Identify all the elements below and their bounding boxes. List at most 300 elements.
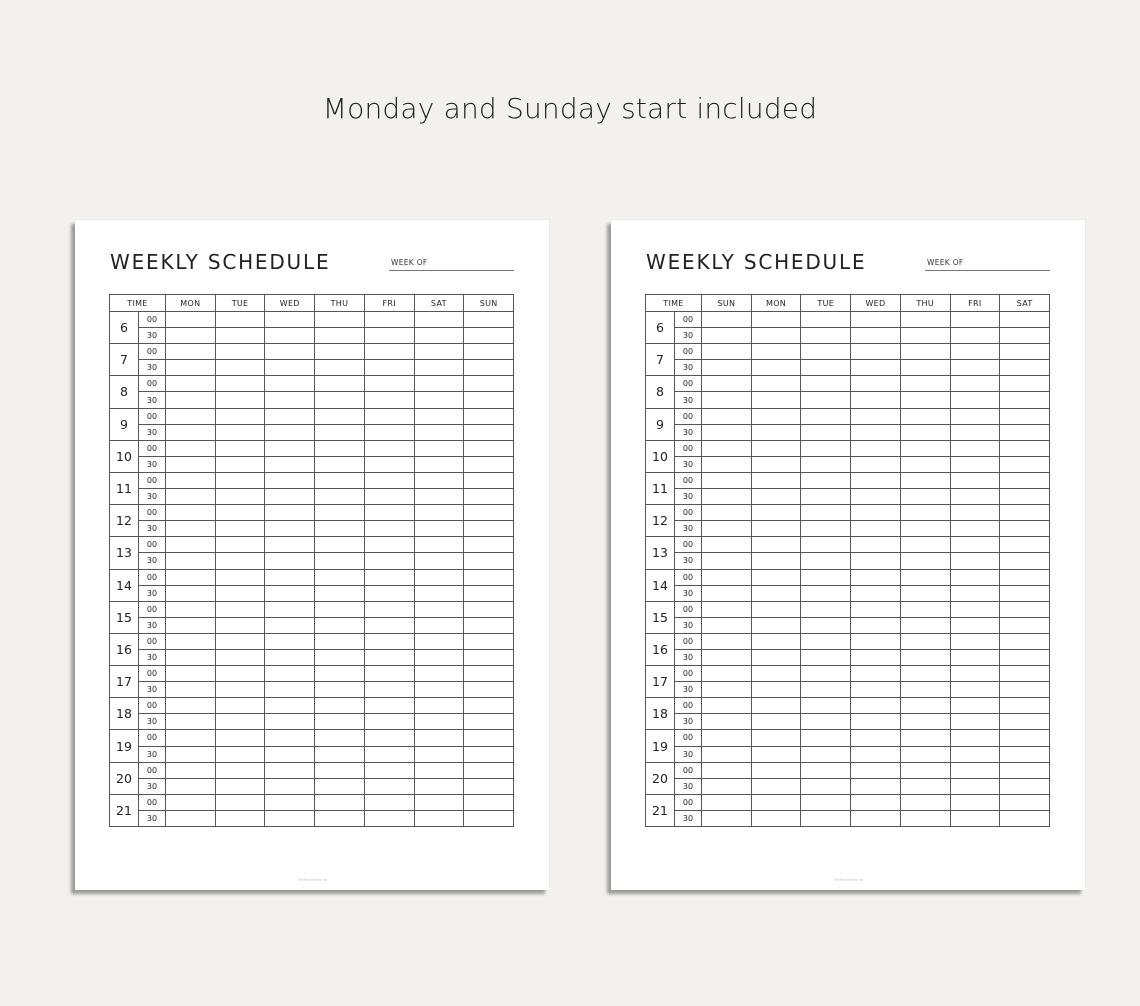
schedule-cell[interactable] xyxy=(851,312,901,328)
schedule-cell[interactable] xyxy=(315,521,365,537)
schedule-cell[interactable] xyxy=(950,553,1000,569)
schedule-cell[interactable] xyxy=(364,440,414,456)
schedule-cell[interactable] xyxy=(166,312,216,328)
schedule-cell[interactable] xyxy=(166,601,216,617)
schedule-cell[interactable] xyxy=(315,456,365,472)
schedule-cell[interactable] xyxy=(1000,585,1050,601)
schedule-cell[interactable] xyxy=(364,344,414,360)
schedule-cell[interactable] xyxy=(215,553,265,569)
schedule-cell[interactable] xyxy=(950,360,1000,376)
schedule-cell[interactable] xyxy=(464,633,514,649)
schedule-cell[interactable] xyxy=(950,376,1000,392)
schedule-cell[interactable] xyxy=(414,601,464,617)
schedule-cell[interactable] xyxy=(851,698,901,714)
schedule-cell[interactable] xyxy=(464,505,514,521)
schedule-cell[interactable] xyxy=(414,746,464,762)
schedule-cell[interactable] xyxy=(702,633,752,649)
schedule-cell[interactable] xyxy=(851,666,901,682)
schedule-cell[interactable] xyxy=(464,682,514,698)
schedule-cell[interactable] xyxy=(166,424,216,440)
schedule-cell[interactable] xyxy=(265,794,315,810)
schedule-cell[interactable] xyxy=(265,521,315,537)
schedule-cell[interactable] xyxy=(265,424,315,440)
schedule-cell[interactable] xyxy=(166,360,216,376)
schedule-cell[interactable] xyxy=(414,392,464,408)
schedule-cell[interactable] xyxy=(265,408,315,424)
schedule-cell[interactable] xyxy=(166,762,216,778)
schedule-cell[interactable] xyxy=(464,312,514,328)
schedule-cell[interactable] xyxy=(900,617,950,633)
schedule-cell[interactable] xyxy=(1000,810,1050,826)
schedule-cell[interactable] xyxy=(751,714,801,730)
schedule-cell[interactable] xyxy=(315,649,365,665)
schedule-cell[interactable] xyxy=(751,312,801,328)
schedule-cell[interactable] xyxy=(315,714,365,730)
schedule-cell[interactable] xyxy=(801,408,851,424)
schedule-cell[interactable] xyxy=(414,312,464,328)
schedule-cell[interactable] xyxy=(414,810,464,826)
schedule-cell[interactable] xyxy=(265,376,315,392)
schedule-cell[interactable] xyxy=(950,633,1000,649)
schedule-cell[interactable] xyxy=(464,537,514,553)
schedule-cell[interactable] xyxy=(414,778,464,794)
schedule-cell[interactable] xyxy=(851,344,901,360)
schedule-cell[interactable] xyxy=(464,794,514,810)
schedule-cell[interactable] xyxy=(950,312,1000,328)
schedule-cell[interactable] xyxy=(414,472,464,488)
schedule-cell[interactable] xyxy=(702,746,752,762)
schedule-cell[interactable] xyxy=(900,666,950,682)
schedule-cell[interactable] xyxy=(751,682,801,698)
schedule-cell[interactable] xyxy=(751,344,801,360)
schedule-cell[interactable] xyxy=(801,312,851,328)
schedule-cell[interactable] xyxy=(702,569,752,585)
schedule-cell[interactable] xyxy=(414,408,464,424)
schedule-cell[interactable] xyxy=(414,698,464,714)
schedule-cell[interactable] xyxy=(364,312,414,328)
schedule-cell[interactable] xyxy=(950,682,1000,698)
schedule-cell[interactable] xyxy=(215,617,265,633)
schedule-cell[interactable] xyxy=(315,360,365,376)
schedule-cell[interactable] xyxy=(166,810,216,826)
schedule-cell[interactable] xyxy=(851,489,901,505)
schedule-cell[interactable] xyxy=(215,730,265,746)
schedule-cell[interactable] xyxy=(215,456,265,472)
schedule-cell[interactable] xyxy=(166,714,216,730)
schedule-cell[interactable] xyxy=(702,666,752,682)
schedule-cell[interactable] xyxy=(702,537,752,553)
schedule-cell[interactable] xyxy=(801,585,851,601)
schedule-cell[interactable] xyxy=(751,553,801,569)
schedule-cell[interactable] xyxy=(950,714,1000,730)
schedule-cell[interactable] xyxy=(414,666,464,682)
schedule-cell[interactable] xyxy=(315,633,365,649)
schedule-cell[interactable] xyxy=(315,440,365,456)
schedule-cell[interactable] xyxy=(1000,376,1050,392)
schedule-cell[interactable] xyxy=(702,392,752,408)
schedule-cell[interactable] xyxy=(801,505,851,521)
schedule-cell[interactable] xyxy=(414,521,464,537)
schedule-cell[interactable] xyxy=(900,489,950,505)
schedule-cell[interactable] xyxy=(265,569,315,585)
schedule-cell[interactable] xyxy=(900,537,950,553)
schedule-cell[interactable] xyxy=(950,505,1000,521)
schedule-cell[interactable] xyxy=(414,633,464,649)
schedule-cell[interactable] xyxy=(215,778,265,794)
schedule-cell[interactable] xyxy=(265,601,315,617)
schedule-cell[interactable] xyxy=(166,392,216,408)
schedule-cell[interactable] xyxy=(751,376,801,392)
schedule-cell[interactable] xyxy=(900,424,950,440)
schedule-cell[interactable] xyxy=(315,344,365,360)
schedule-cell[interactable] xyxy=(950,794,1000,810)
schedule-cell[interactable] xyxy=(315,553,365,569)
schedule-cell[interactable] xyxy=(464,392,514,408)
schedule-cell[interactable] xyxy=(166,666,216,682)
schedule-cell[interactable] xyxy=(950,569,1000,585)
schedule-cell[interactable] xyxy=(265,328,315,344)
schedule-cell[interactable] xyxy=(364,666,414,682)
schedule-cell[interactable] xyxy=(215,440,265,456)
schedule-cell[interactable] xyxy=(851,392,901,408)
schedule-cell[interactable] xyxy=(414,714,464,730)
schedule-cell[interactable] xyxy=(364,408,414,424)
schedule-cell[interactable] xyxy=(950,472,1000,488)
schedule-cell[interactable] xyxy=(1000,489,1050,505)
schedule-cell[interactable] xyxy=(801,762,851,778)
schedule-cell[interactable] xyxy=(801,424,851,440)
schedule-cell[interactable] xyxy=(751,537,801,553)
schedule-cell[interactable] xyxy=(215,794,265,810)
schedule-cell[interactable] xyxy=(751,489,801,505)
schedule-cell[interactable] xyxy=(801,601,851,617)
schedule-cell[interactable] xyxy=(801,633,851,649)
schedule-cell[interactable] xyxy=(215,649,265,665)
schedule-cell[interactable] xyxy=(801,617,851,633)
schedule-cell[interactable] xyxy=(801,569,851,585)
schedule-cell[interactable] xyxy=(851,778,901,794)
schedule-cell[interactable] xyxy=(215,601,265,617)
schedule-cell[interactable] xyxy=(315,489,365,505)
schedule-cell[interactable] xyxy=(751,762,801,778)
schedule-cell[interactable] xyxy=(851,360,901,376)
schedule-cell[interactable] xyxy=(315,376,365,392)
schedule-cell[interactable] xyxy=(702,328,752,344)
schedule-cell[interactable] xyxy=(364,553,414,569)
schedule-cell[interactable] xyxy=(166,472,216,488)
schedule-cell[interactable] xyxy=(801,649,851,665)
schedule-cell[interactable] xyxy=(751,521,801,537)
schedule-cell[interactable] xyxy=(751,505,801,521)
schedule-cell[interactable] xyxy=(751,698,801,714)
schedule-cell[interactable] xyxy=(364,424,414,440)
schedule-cell[interactable] xyxy=(265,810,315,826)
schedule-cell[interactable] xyxy=(801,794,851,810)
schedule-cell[interactable] xyxy=(751,569,801,585)
schedule-cell[interactable] xyxy=(900,778,950,794)
schedule-cell[interactable] xyxy=(801,666,851,682)
schedule-cell[interactable] xyxy=(364,328,414,344)
schedule-cell[interactable] xyxy=(364,456,414,472)
schedule-cell[interactable] xyxy=(1000,666,1050,682)
schedule-cell[interactable] xyxy=(950,328,1000,344)
schedule-cell[interactable] xyxy=(1000,698,1050,714)
schedule-cell[interactable] xyxy=(950,408,1000,424)
schedule-cell[interactable] xyxy=(751,649,801,665)
schedule-cell[interactable] xyxy=(801,440,851,456)
schedule-cell[interactable] xyxy=(315,810,365,826)
schedule-cell[interactable] xyxy=(166,649,216,665)
schedule-cell[interactable] xyxy=(364,392,414,408)
schedule-cell[interactable] xyxy=(464,649,514,665)
schedule-cell[interactable] xyxy=(414,794,464,810)
schedule-cell[interactable] xyxy=(315,537,365,553)
schedule-cell[interactable] xyxy=(801,730,851,746)
schedule-cell[interactable] xyxy=(414,328,464,344)
schedule-cell[interactable] xyxy=(166,778,216,794)
schedule-cell[interactable] xyxy=(1000,408,1050,424)
schedule-cell[interactable] xyxy=(315,682,365,698)
schedule-cell[interactable] xyxy=(215,682,265,698)
schedule-cell[interactable] xyxy=(364,489,414,505)
schedule-cell[interactable] xyxy=(464,553,514,569)
schedule-cell[interactable] xyxy=(464,569,514,585)
schedule-cell[interactable] xyxy=(801,360,851,376)
schedule-cell[interactable] xyxy=(851,585,901,601)
schedule-cell[interactable] xyxy=(1000,537,1050,553)
schedule-cell[interactable] xyxy=(950,424,1000,440)
schedule-cell[interactable] xyxy=(801,456,851,472)
schedule-cell[interactable] xyxy=(801,714,851,730)
schedule-cell[interactable] xyxy=(851,440,901,456)
schedule-cell[interactable] xyxy=(851,521,901,537)
schedule-cell[interactable] xyxy=(1000,746,1050,762)
schedule-cell[interactable] xyxy=(801,376,851,392)
schedule-cell[interactable] xyxy=(900,794,950,810)
schedule-cell[interactable] xyxy=(364,762,414,778)
schedule-cell[interactable] xyxy=(900,505,950,521)
schedule-cell[interactable] xyxy=(215,489,265,505)
schedule-cell[interactable] xyxy=(464,521,514,537)
schedule-cell[interactable] xyxy=(265,312,315,328)
schedule-cell[interactable] xyxy=(364,810,414,826)
schedule-cell[interactable] xyxy=(702,376,752,392)
schedule-cell[interactable] xyxy=(900,698,950,714)
schedule-cell[interactable] xyxy=(751,810,801,826)
schedule-cell[interactable] xyxy=(702,472,752,488)
schedule-cell[interactable] xyxy=(265,392,315,408)
schedule-cell[interactable] xyxy=(702,360,752,376)
schedule-cell[interactable] xyxy=(464,714,514,730)
schedule-cell[interactable] xyxy=(215,585,265,601)
schedule-cell[interactable] xyxy=(315,392,365,408)
schedule-cell[interactable] xyxy=(900,521,950,537)
schedule-cell[interactable] xyxy=(751,456,801,472)
schedule-cell[interactable] xyxy=(801,698,851,714)
schedule-cell[interactable] xyxy=(1000,714,1050,730)
schedule-cell[interactable] xyxy=(265,633,315,649)
schedule-cell[interactable] xyxy=(1000,505,1050,521)
schedule-cell[interactable] xyxy=(414,649,464,665)
schedule-cell[interactable] xyxy=(464,730,514,746)
schedule-cell[interactable] xyxy=(900,714,950,730)
schedule-cell[interactable] xyxy=(1000,778,1050,794)
schedule-cell[interactable] xyxy=(702,344,752,360)
schedule-cell[interactable] xyxy=(702,810,752,826)
schedule-cell[interactable] xyxy=(464,810,514,826)
schedule-cell[interactable] xyxy=(315,617,365,633)
schedule-cell[interactable] xyxy=(801,489,851,505)
schedule-cell[interactable] xyxy=(900,730,950,746)
schedule-cell[interactable] xyxy=(166,617,216,633)
schedule-cell[interactable] xyxy=(414,682,464,698)
schedule-cell[interactable] xyxy=(364,778,414,794)
schedule-cell[interactable] xyxy=(166,794,216,810)
schedule-cell[interactable] xyxy=(364,649,414,665)
schedule-cell[interactable] xyxy=(950,521,1000,537)
schedule-cell[interactable] xyxy=(900,649,950,665)
schedule-cell[interactable] xyxy=(950,762,1000,778)
schedule-cell[interactable] xyxy=(414,376,464,392)
schedule-cell[interactable] xyxy=(215,505,265,521)
schedule-cell[interactable] xyxy=(702,440,752,456)
schedule-cell[interactable] xyxy=(751,440,801,456)
schedule-cell[interactable] xyxy=(751,730,801,746)
schedule-cell[interactable] xyxy=(464,666,514,682)
schedule-cell[interactable] xyxy=(166,344,216,360)
schedule-cell[interactable] xyxy=(702,585,752,601)
schedule-cell[interactable] xyxy=(751,360,801,376)
schedule-cell[interactable] xyxy=(265,553,315,569)
schedule-cell[interactable] xyxy=(900,392,950,408)
schedule-cell[interactable] xyxy=(265,505,315,521)
schedule-cell[interactable] xyxy=(900,553,950,569)
schedule-cell[interactable] xyxy=(851,633,901,649)
schedule-cell[interactable] xyxy=(1000,344,1050,360)
schedule-cell[interactable] xyxy=(315,424,365,440)
schedule-cell[interactable] xyxy=(215,344,265,360)
schedule-cell[interactable] xyxy=(751,633,801,649)
schedule-cell[interactable] xyxy=(950,698,1000,714)
schedule-cell[interactable] xyxy=(364,698,414,714)
schedule-cell[interactable] xyxy=(801,344,851,360)
week-of-field[interactable]: WEEK OF xyxy=(925,258,1050,271)
schedule-cell[interactable] xyxy=(265,472,315,488)
schedule-cell[interactable] xyxy=(900,601,950,617)
schedule-cell[interactable] xyxy=(265,666,315,682)
schedule-cell[interactable] xyxy=(702,762,752,778)
schedule-cell[interactable] xyxy=(851,794,901,810)
schedule-cell[interactable] xyxy=(464,746,514,762)
schedule-cell[interactable] xyxy=(851,537,901,553)
schedule-cell[interactable] xyxy=(900,376,950,392)
schedule-cell[interactable] xyxy=(265,746,315,762)
schedule-cell[interactable] xyxy=(851,601,901,617)
schedule-cell[interactable] xyxy=(1000,392,1050,408)
schedule-cell[interactable] xyxy=(414,489,464,505)
week-of-field[interactable]: WEEK OF xyxy=(389,258,514,271)
schedule-cell[interactable] xyxy=(900,472,950,488)
schedule-cell[interactable] xyxy=(464,360,514,376)
schedule-cell[interactable] xyxy=(900,633,950,649)
schedule-cell[interactable] xyxy=(900,682,950,698)
schedule-cell[interactable] xyxy=(751,746,801,762)
schedule-cell[interactable] xyxy=(166,521,216,537)
schedule-cell[interactable] xyxy=(702,553,752,569)
schedule-cell[interactable] xyxy=(464,778,514,794)
schedule-cell[interactable] xyxy=(464,424,514,440)
schedule-cell[interactable] xyxy=(364,746,414,762)
schedule-cell[interactable] xyxy=(364,617,414,633)
schedule-cell[interactable] xyxy=(950,537,1000,553)
schedule-cell[interactable] xyxy=(315,666,365,682)
schedule-cell[interactable] xyxy=(414,762,464,778)
schedule-cell[interactable] xyxy=(414,585,464,601)
schedule-cell[interactable] xyxy=(1000,328,1050,344)
schedule-cell[interactable] xyxy=(801,553,851,569)
schedule-cell[interactable] xyxy=(851,682,901,698)
schedule-cell[interactable] xyxy=(702,505,752,521)
schedule-cell[interactable] xyxy=(702,456,752,472)
schedule-cell[interactable] xyxy=(464,376,514,392)
schedule-cell[interactable] xyxy=(751,666,801,682)
schedule-cell[interactable] xyxy=(215,762,265,778)
schedule-cell[interactable] xyxy=(265,714,315,730)
schedule-cell[interactable] xyxy=(1000,682,1050,698)
schedule-cell[interactable] xyxy=(702,682,752,698)
schedule-cell[interactable] xyxy=(950,666,1000,682)
schedule-cell[interactable] xyxy=(751,778,801,794)
schedule-cell[interactable] xyxy=(950,489,1000,505)
schedule-cell[interactable] xyxy=(364,730,414,746)
schedule-cell[interactable] xyxy=(215,521,265,537)
schedule-cell[interactable] xyxy=(900,762,950,778)
schedule-cell[interactable] xyxy=(265,344,315,360)
schedule-cell[interactable] xyxy=(364,601,414,617)
schedule-cell[interactable] xyxy=(215,714,265,730)
schedule-cell[interactable] xyxy=(364,360,414,376)
schedule-cell[interactable] xyxy=(851,762,901,778)
schedule-cell[interactable] xyxy=(215,328,265,344)
schedule-cell[interactable] xyxy=(464,408,514,424)
schedule-cell[interactable] xyxy=(851,810,901,826)
schedule-cell[interactable] xyxy=(702,408,752,424)
schedule-cell[interactable] xyxy=(950,649,1000,665)
schedule-cell[interactable] xyxy=(851,408,901,424)
schedule-cell[interactable] xyxy=(315,328,365,344)
schedule-cell[interactable] xyxy=(1000,649,1050,665)
schedule-cell[interactable] xyxy=(950,456,1000,472)
schedule-cell[interactable] xyxy=(851,328,901,344)
schedule-cell[interactable] xyxy=(851,649,901,665)
schedule-cell[interactable] xyxy=(364,569,414,585)
schedule-cell[interactable] xyxy=(364,714,414,730)
schedule-cell[interactable] xyxy=(950,746,1000,762)
schedule-cell[interactable] xyxy=(364,682,414,698)
schedule-cell[interactable] xyxy=(801,328,851,344)
schedule-cell[interactable] xyxy=(414,569,464,585)
schedule-cell[interactable] xyxy=(166,730,216,746)
schedule-cell[interactable] xyxy=(315,746,365,762)
schedule-cell[interactable] xyxy=(751,794,801,810)
schedule-cell[interactable] xyxy=(265,778,315,794)
schedule-cell[interactable] xyxy=(166,505,216,521)
schedule-cell[interactable] xyxy=(166,682,216,698)
schedule-cell[interactable] xyxy=(414,424,464,440)
schedule-cell[interactable] xyxy=(315,569,365,585)
schedule-cell[interactable] xyxy=(900,746,950,762)
schedule-cell[interactable] xyxy=(215,360,265,376)
